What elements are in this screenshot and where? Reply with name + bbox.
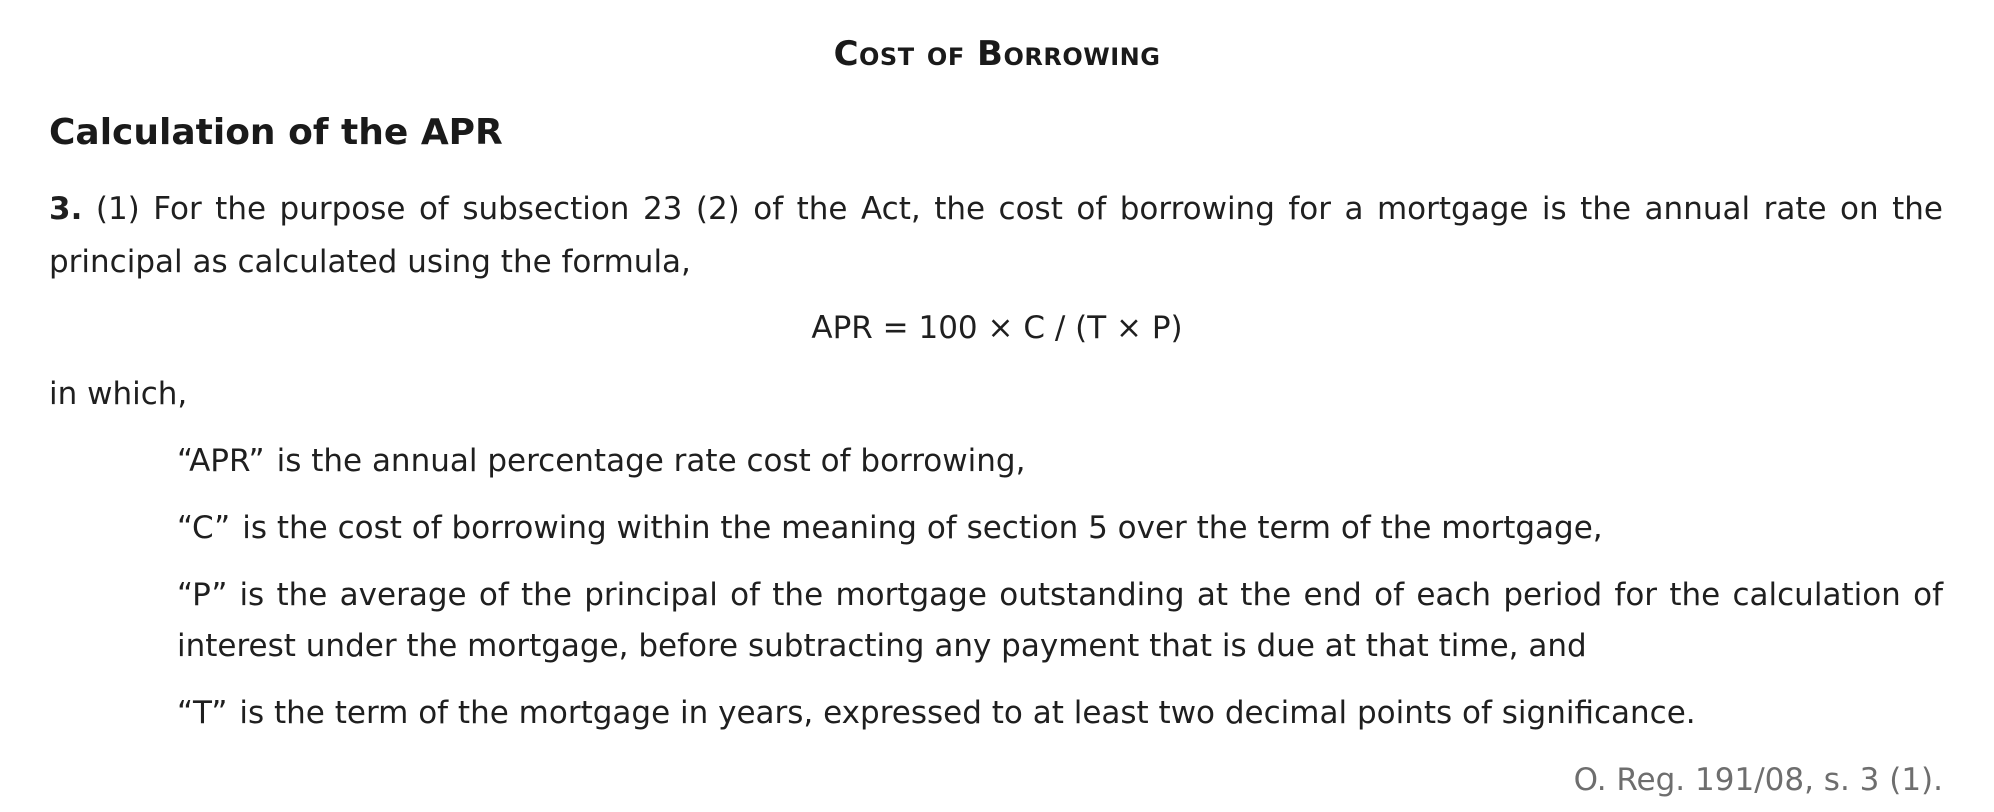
- definition-term: “P”: [177, 577, 228, 613]
- definition-term: “C”: [177, 510, 231, 546]
- section-heading: Calculation of the APR: [49, 112, 503, 153]
- definition-text: is the term of the mortgage in years, expressed to at least two decimal points of significance.: [239, 695, 1696, 731]
- regulation-citation: O. Reg. 191/08, s. 3 (1).: [1573, 762, 1943, 798]
- definition-text: is the average of the principal of the mortgage outstanding at the end of each period for the calculation of interest under the mortgage, before subtracting any payment that is due at that time, and: [177, 577, 1943, 664]
- apr-formula: APR = 100 × C / (T × P): [811, 310, 1183, 346]
- definition-t: [177, 688, 1943, 739]
- definition-term: “APR”: [177, 443, 265, 479]
- section-3-intro: [49, 183, 1943, 289]
- definition-text: is the cost of borrowing within the meaning of section 5 over the term of the mortgage,: [242, 510, 1603, 546]
- section-number: 3.: [49, 191, 83, 227]
- part-title: Cost of Borrowing: [833, 34, 1161, 74]
- definition-p: [177, 570, 1943, 672]
- section-intro-text: (1) For the purpose of subsection 23 (2) of the Act, the cost of borrowing for a mortgage is the annual rate on the principal as calculated using the formula,: [49, 191, 1944, 280]
- definition-c: [177, 503, 1943, 554]
- definition-text: is the annual percentage rate cost of borrowing,: [276, 443, 1026, 479]
- definition-apr: [177, 436, 1943, 487]
- definition-term: “T”: [177, 695, 228, 731]
- in-which-text: in which,: [49, 376, 188, 412]
